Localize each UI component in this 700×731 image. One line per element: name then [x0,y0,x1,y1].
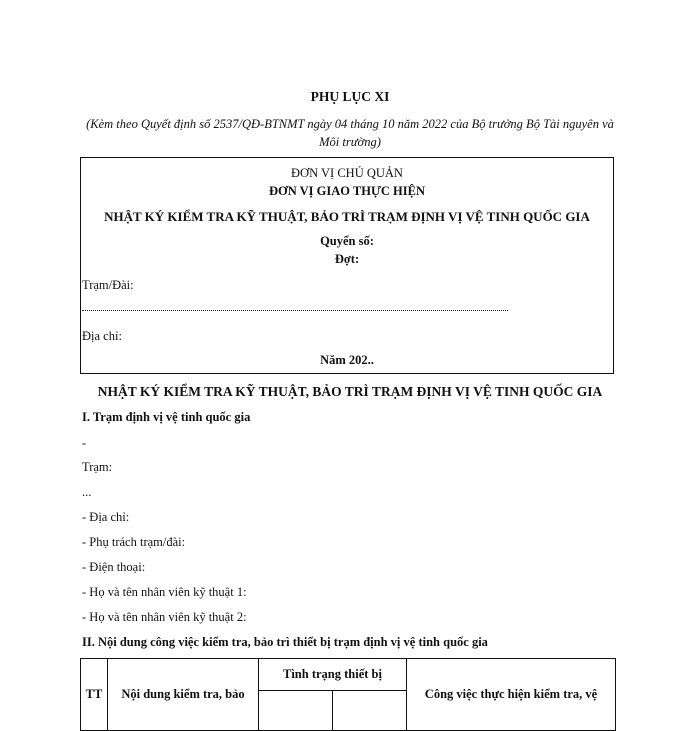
status-subcol-1 [259,691,333,731]
status-subcol-2 [333,691,407,731]
phone-field: - Điện thoại: [82,560,146,574]
station-label: Trạm/Đài: [82,278,134,292]
technician-1-field: - Họ và tên nhân viên kỹ thuật 1: [82,585,247,599]
address-field: - Địa chỉ: [82,510,130,524]
maintenance-table [80,658,616,731]
section-2-heading: II. Nội dung công việc kiểm tra, bảo trì thiết bị trạm định vị vệ tinh quốc gia [82,635,488,649]
station-field: Trạm: [82,460,113,474]
technician-2-field: - Họ và tên nhân viên kỹ thuật 2: [82,610,247,624]
address-label: Địa chỉ: [82,329,122,343]
in-charge-field: - Phụ trách trạm/đài: [82,535,186,549]
year-label: Năm 202.. [320,353,374,367]
batch-label: Đợt: [334,252,360,266]
cover-log-title: NHẬT KÝ KIỂM TRA KỸ THUẬT, BẢO TRÌ TRẠM ĐỊNH VỊ VỆ TINH QUỐC GIA [104,209,590,224]
section-1-heading: I. Trạm định vị vệ tinh quốc gia [82,410,251,424]
ellipsis-line: ... [82,485,92,499]
col-content: Nội dung kiểm tra, bảo [108,659,259,731]
decision-note: (Kèm theo Quyết định số 2537/QĐ-BTNMT ngày 04 tháng 10 năm 2022 của Bộ trưởng Bộ Tài nguyên và Môi trường) [86,117,614,149]
appendix-title: PHỤ LỤC XI [310,89,390,104]
col-tt: TT [81,659,108,731]
cover-box [80,157,614,374]
volume-number: Quyển số: [320,234,374,248]
executing-unit: ĐƠN VỊ GIAO THỰC HIỆN [268,184,426,198]
col-status: Tình trạng thiết bị [259,659,407,691]
log-heading: NHẬT KÝ KIỂM TRA KỸ THUẬT, BẢO TRÌ TRẠM ĐỊNH VỊ VỆ TINH QUỐC GIA [97,384,603,399]
parent-agency: ĐƠN VỊ CHỦ QUẢN [291,166,403,180]
dash-line: - [82,436,87,450]
col-work: Công việc thực hiện kiểm tra, vệ [407,659,616,731]
dotted-line [82,304,508,311]
